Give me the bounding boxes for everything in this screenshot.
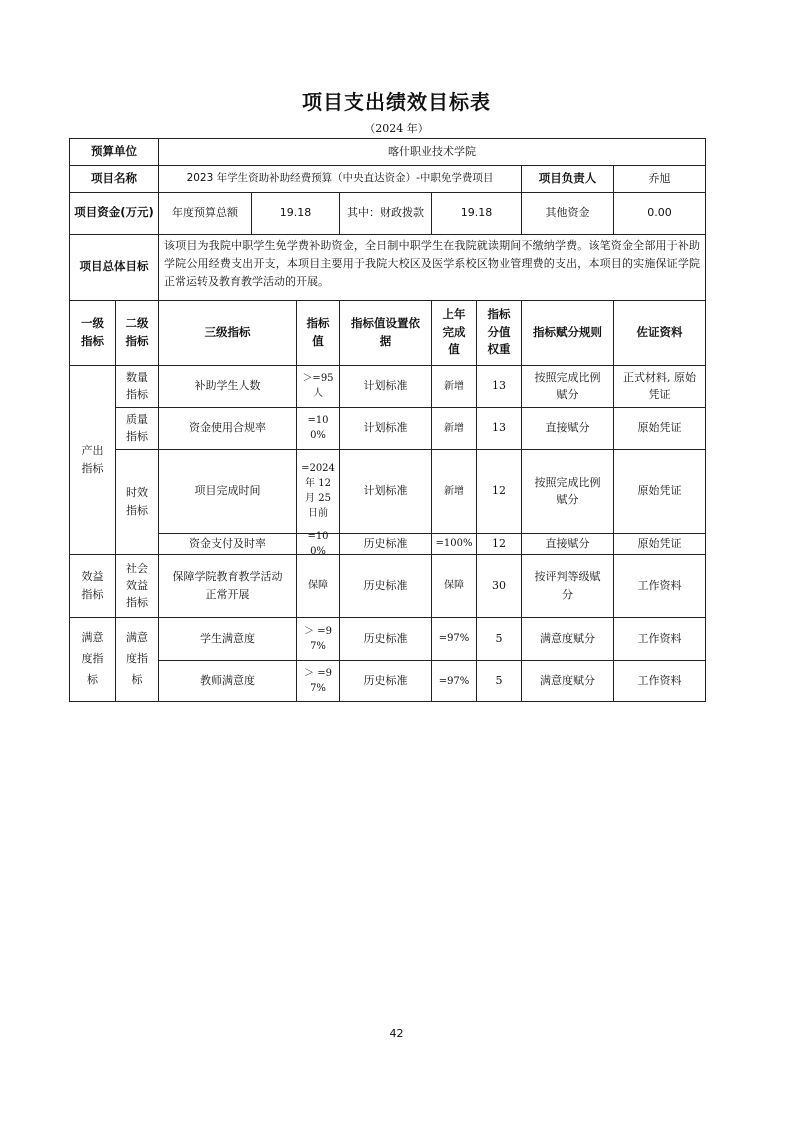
indicator-rule: 按照完成比例赋分 (534, 370, 601, 401)
header-level2: 二级指标 (125, 315, 149, 348)
indicator-rule: 按评判等级赋分 (534, 570, 601, 601)
level1-output: 产出指标 (81, 444, 104, 475)
indicator-prev: 保障 (444, 580, 464, 591)
level2-quantity: 数量指标 (126, 370, 148, 401)
indicator-name: 补助学生人数 (194, 379, 261, 393)
indicator-evidence: 工作资料 (637, 578, 682, 592)
fiscal-value: 19.18 (460, 206, 493, 220)
indicator-value: ＞=95 人 (302, 373, 334, 399)
indicator-weight: 5 (495, 674, 503, 688)
header-evidence: 佐证资料 (636, 324, 683, 339)
indicator-prev: =100% (435, 538, 473, 549)
other-funds-value: 0.00 (647, 206, 672, 220)
header-weight: 指标分值权重 (487, 306, 511, 357)
year-subtitle: （2024 年） (364, 122, 429, 135)
indicator-rule: 满意度赋分 (540, 631, 595, 645)
indicator-name: 资金使用合规率 (189, 421, 266, 435)
indicator-evidence: 原始凭证 (637, 421, 682, 435)
indicator-weight: 12 (492, 484, 506, 498)
header-rule: 指标赋分规则 (533, 324, 602, 339)
indicator-prev: =97% (438, 675, 470, 687)
header-basis: 指标值设置依据 (351, 315, 420, 348)
indicator-value: ＞ =97% (304, 625, 332, 652)
level1-satisfaction: 满意度指标 (81, 631, 104, 686)
level1-benefit: 效益指标 (81, 570, 104, 601)
indicator-prev: 新增 (444, 485, 464, 497)
indicator-evidence: 正式材料, 原始凭证 (623, 370, 696, 401)
indicator-basis: 计划标准 (363, 379, 408, 393)
indicator-weight: 13 (492, 421, 506, 435)
level2-social-benefit: 社会效益指标 (126, 561, 148, 610)
budget-unit-value: 喀什职业技术学院 (388, 144, 476, 158)
header-level3: 三级指标 (204, 324, 251, 339)
funds-label: 项目资金(万元) (74, 205, 154, 220)
indicator-prev: =97% (438, 633, 470, 644)
indicator-basis: 历史标准 (363, 674, 408, 688)
indicator-name: 保障学院教育教学活动正常开展 (172, 570, 283, 601)
project-leader-label: 项目负责人 (538, 170, 597, 185)
page-number: 42 (389, 1027, 404, 1040)
goal-label: 项目总体目标 (79, 259, 149, 274)
header-value: 指标值 (306, 315, 330, 348)
indicator-name: 教师满意度 (200, 674, 255, 688)
budget-unit-label: 预算单位 (91, 143, 137, 158)
indicator-evidence: 原始凭证 (637, 536, 682, 550)
indicator-weight: 12 (492, 536, 506, 550)
project-name-value: 2023 年学生资助补助经费预算（中央直达资金）-中职免学费项目 (186, 172, 494, 185)
indicator-evidence: 原始凭证 (637, 484, 682, 498)
indicator-rule: 满意度赋分 (540, 674, 595, 688)
page-title: 项目支出绩效目标表 (302, 90, 491, 114)
annual-budget-label: 年度预算总额 (172, 206, 238, 220)
indicator-basis: 历史标准 (363, 631, 408, 645)
goal-text: 该项目为我院中职学生免学费补助资金，全日制中职学生在我院就读期间不缴纳学费。该笔资金全部用于补助学院公用经费支出开支，本项目主要用于我院大校区及医学系校区物业管理费的支出，本项目的实施保证学院正常运转及教育教学活动的开展。 (164, 239, 700, 289)
level2-quality: 质量指标 (126, 412, 148, 443)
indicator-name: 项目完成时间 (194, 484, 261, 498)
project-name-label: 项目名称 (91, 170, 137, 185)
indicator-prev: 新增 (444, 422, 464, 434)
header-level1: 一级指标 (81, 315, 104, 348)
level2-timeliness: 时效指标 (126, 486, 148, 517)
indicator-weight: 5 (495, 631, 503, 645)
indicator-value: =100% (307, 530, 329, 557)
indicator-value: 保障 (308, 580, 328, 591)
indicator-basis: 计划标准 (363, 484, 408, 498)
indicator-name: 资金支付及时率 (189, 536, 266, 550)
header-prev: 上年完成值 (442, 306, 466, 357)
indicator-name: 学生满意度 (200, 631, 255, 645)
indicator-weight: 13 (492, 379, 506, 393)
other-funds-label: 其他资金 (545, 206, 590, 220)
indicator-rule: 按照完成比例赋分 (534, 475, 601, 506)
indicator-weight: 30 (492, 578, 506, 592)
indicator-value: ＞ =97% (304, 668, 332, 694)
indicator-prev: 新增 (444, 380, 464, 392)
indicator-evidence: 工作资料 (637, 674, 682, 688)
indicator-rule: 直接赋分 (545, 421, 590, 435)
indicator-rule: 直接赋分 (545, 536, 590, 550)
project-leader-value: 乔旭 (648, 171, 671, 185)
indicator-value: =2024 年 12 月 25 日前 (301, 463, 335, 519)
fiscal-label: 其中：财政拨款 (347, 206, 424, 220)
level2-satisfaction: 满意度指标 (126, 631, 148, 686)
indicator-value: =100% (307, 415, 329, 441)
annual-budget-value: 19.18 (279, 206, 312, 220)
indicator-basis: 计划标准 (363, 421, 408, 435)
indicator-basis: 历史标准 (363, 536, 408, 550)
indicator-basis: 历史标准 (363, 578, 408, 592)
indicator-evidence: 工作资料 (637, 631, 682, 645)
